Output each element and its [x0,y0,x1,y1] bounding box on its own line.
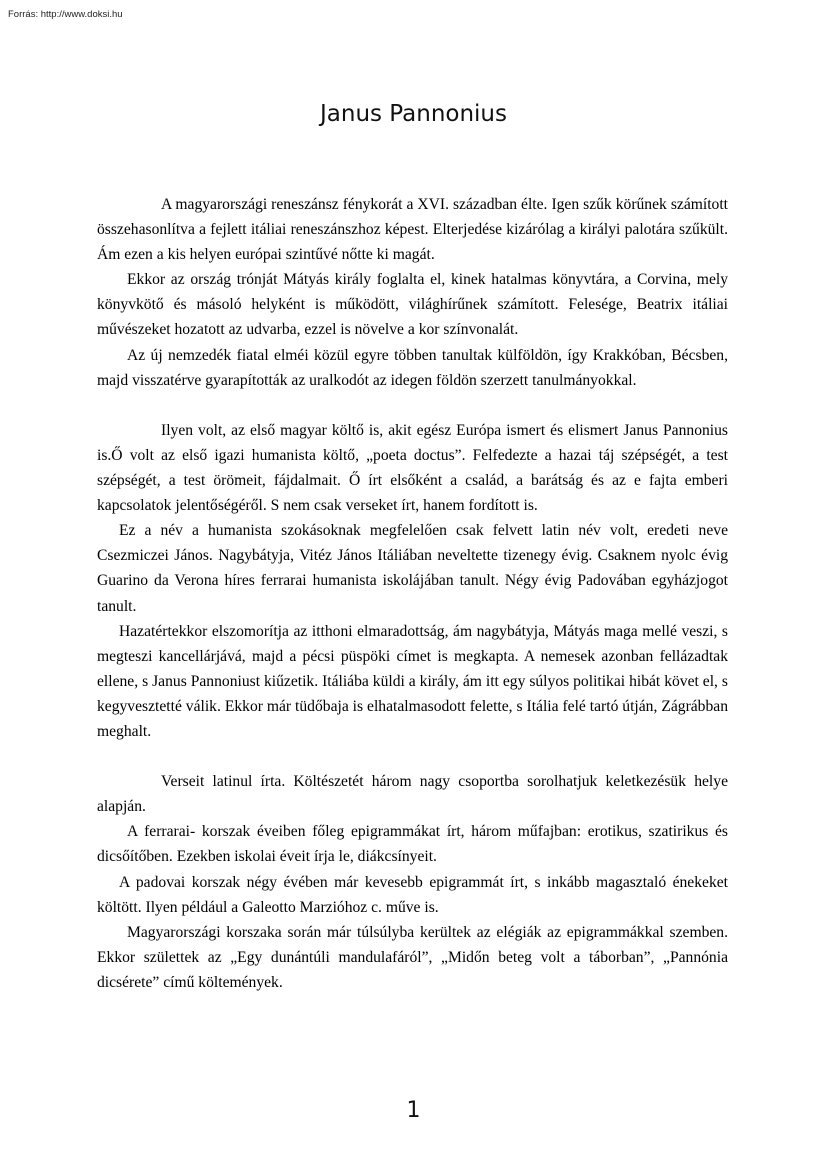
paragraph: Ekkor az ország trónját Mátyás király foglalta el, kinek hatalmas könyvtára, a Corvina, mely könyvkötő és másoló helyként is működött, világhírűnek számított. Felesége, Beatrix itáliai művészeket hozatott az udvarba, ezzel is növelve a kor színvonalát. [97,271,728,339]
paragraph: A padovai korszak négy évében már kevesebb epigrammát írt, s inkább magasztaló énekeket költött. Ilyen például a Galeotto Marzióhoz c. műve is. [97,873,728,916]
page-title: Janus Pannonius [319,101,507,127]
page-number: 1 [406,1098,421,1123]
paragraph: Ilyen volt, az első magyar költő is, akit egész Európa ismert és elismert Janus Pannonius is.Ő volt az első igazi humanista költő, „poeta doctus”. Felfedezte a hazai táj szépségét, a test szépségét, a test örömeit, fájdalmait. Ő írt elsőként a család, a barátság és az e fajta emberi kapcsolatok jelentőségéről. S nem csak verseket írt, hanem fordított is. [97,421,728,515]
paragraph: A ferrarai- korszak éveiben főleg epigrammákat írt, három műfajban: erotikus, szatirikus és dicsőítőben. Ezekben iskolai éveit írja le, diákcsínyeit. [97,823,728,866]
paragraph: Verseit latinul írta. Költészetét három nagy csoportba sorolhatjuk keletkezésük helye alapján. [97,773,728,816]
paragraph: Az új nemzedék fiatal elméi közül egyre többen tanultak külföldön, így Krakkóban, Bécsben, majd visszatérve gyarapították az uralkodót az idegen földön szerzett tanulmányokkal. [97,346,728,389]
paragraph: Magyarországi korszaka során már túlsúlyba kerültek az elégiák az epigrammákkal szemben. Ekkor születtek az „Egy dunántúli mandulafáról”, „Midőn beteg volt a táborban”, „Pannónia dicsérete” című költemények. [97,923,728,991]
paragraph: Hazatértekkor elszomorítja az itthoni elmaradottság, ám nagybátyja, Mátyás maga mellé veszi, s megteszi kancellárjává, majd a pécsi püspöki címet is megkapta. A nemesek azonban fellázadtak ellene, s Janus Pannoniust kiűzetik. Itáliába küldi a király, ám itt egy súlyos politikai hibát követ el, s kegyvesztetté válik. Ekkor már tüdőbaja is elhatalmasodott felette, s Itália felé tartó útján, Zágrábban meghalt. [97,622,728,740]
document-body [97,192,728,995]
paragraph: A magyarországi reneszánsz fénykorát a XVI. században élte. Igen szűk körűnek számított összehasonlítva a fejlett itáliai reneszánszhoz képest. Elterjedése kizárólag a királyi palotára szűkült. Ám ezen a kis helyen európai szintűvé nőtte ki magát. [97,196,728,264]
paragraph: Ez a név a humanista szokásoknak megfelelően csak felvett latin név volt, eredeti neve Csezmiczei János. Nagybátyja, Vitéz János Itáliában neveltette tizenegy évig. Csaknem nyolc évig Guarino da Verona híres ferrarai humanista iskolájában tanult. Négy évig Padovában egyházjogot tanult. [97,522,728,615]
section-gap [97,393,728,418]
source-header: Forrás: http://www.doksi.hu [8,9,123,20]
section-gap [97,744,728,769]
